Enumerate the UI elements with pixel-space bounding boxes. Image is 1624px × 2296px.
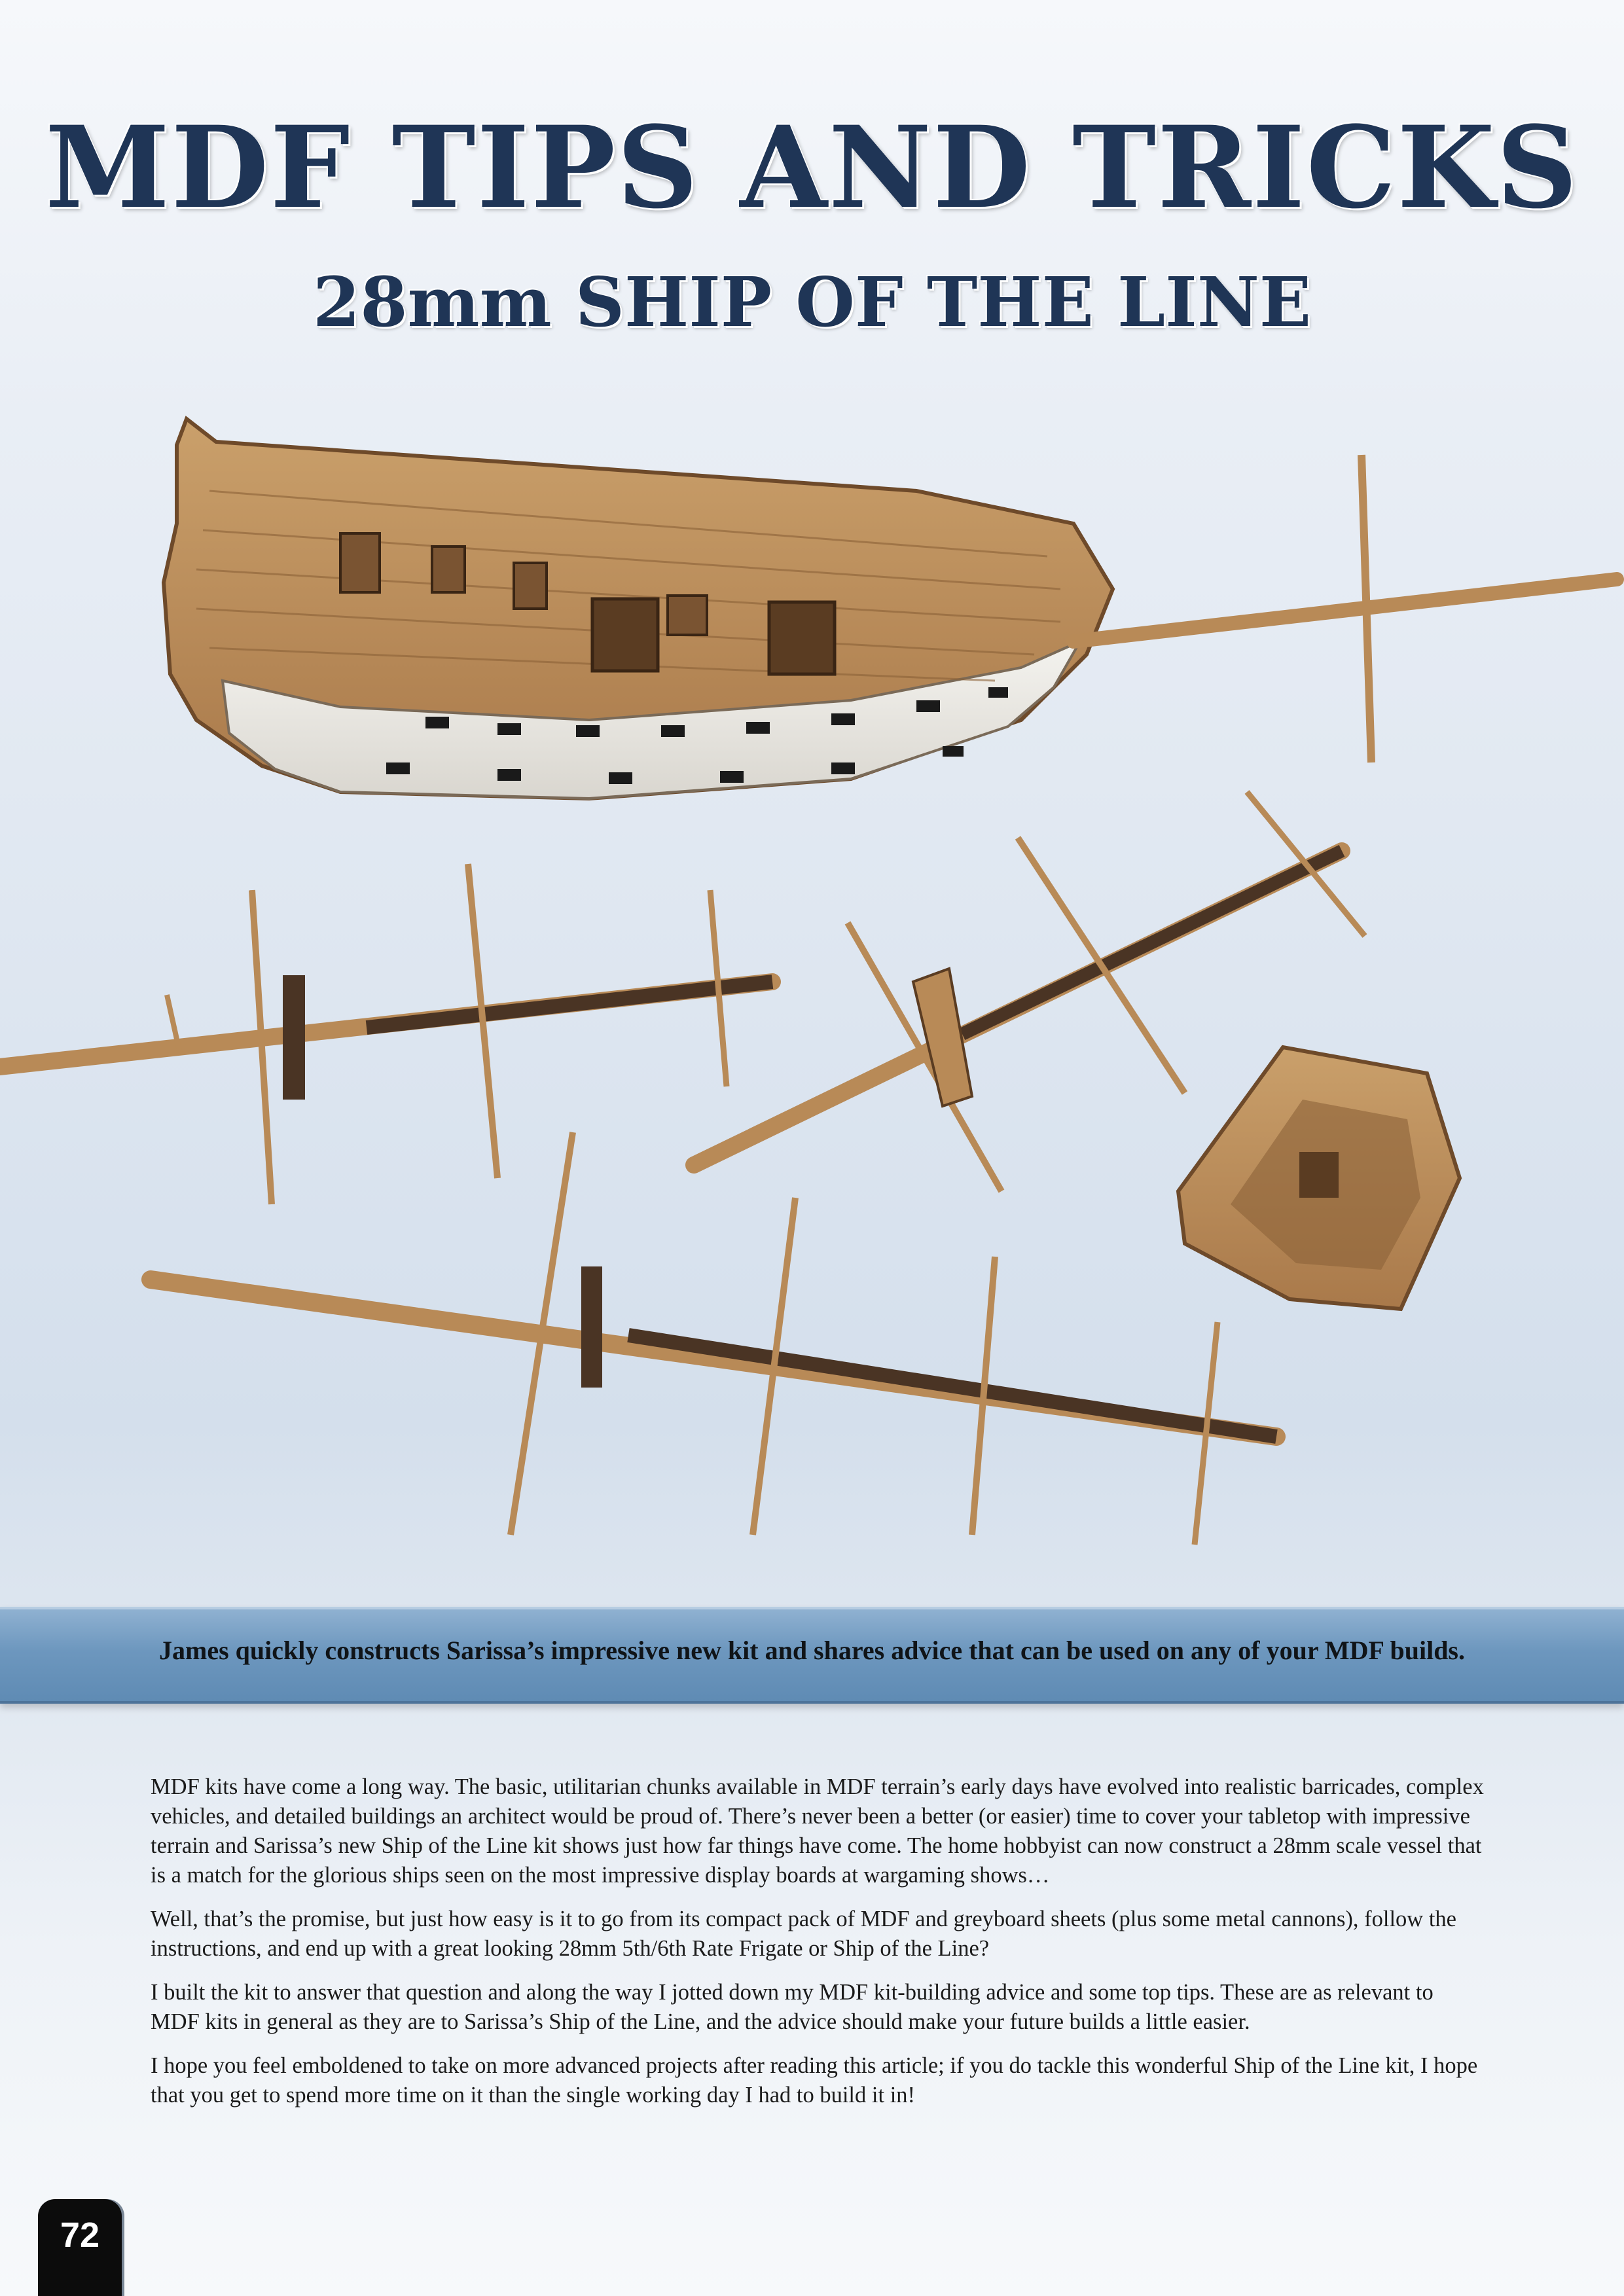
page-title: MDF TIPS AND TRICKS — [45, 101, 1579, 234]
ship-kit-photo — [0, 393, 1624, 1604]
article-body — [151, 1772, 1486, 2125]
article-paragraph: MDF kits have come a long way. The basic, utilitarian chunks available in MDF terrain’s early days have evolved into realistic barricades, complex vehicles, and detailed buildings an architect would be proud of. There’s never been a better (or easier) time to cover your tabletop with impressive terrain and Sarissa’s new Ship of the Line kit shows just how far things have come. The home hobbyist can now construct a 28mm scale vessel that is a match for the glorious ships seen on the most impressive display boards at wargaming shows… — [151, 1774, 1484, 1888]
banner-caption: James quickly constructs Sarissa’s impressive new kit and shares advice that can be used on any of your MDF builds. — [159, 1636, 1465, 1665]
mast-assembly-bottom — [151, 1132, 1276, 1545]
page-subtitle: 28mm SHIP OF THE LINE — [312, 262, 1312, 342]
article-paragraph: I built the kit to answer that question and along the way I jotted down my MDF kit-building advice and some top tips. These are as relevant to MDF kits in general as they are to Sarissa’s Ship of the Line, and the advice should make your future builds a little easier. — [151, 1980, 1434, 2034]
stern-piece-model — [1178, 1047, 1460, 1309]
ship-hull-model — [164, 419, 1617, 798]
page-number: 72 — [60, 2215, 100, 2255]
article-paragraph: Well, that’s the promise, but just how easy is it to go from its compact pack of MDF and greyboard sheets (plus some metal cannons), follow the instructions, and end up with a great looking 28mm 5th/6th Rate Frigate or Ship of the Line? — [151, 1907, 1456, 1961]
article-paragraph: I hope you feel emboldened to take on more advanced projects after reading this article; if you do tackle this wonderful Ship of the Line kit, I hope that you get to spend more time on it than the single working day I had to build it in! — [151, 2053, 1478, 2108]
mast-assembly-left — [0, 864, 772, 1204]
